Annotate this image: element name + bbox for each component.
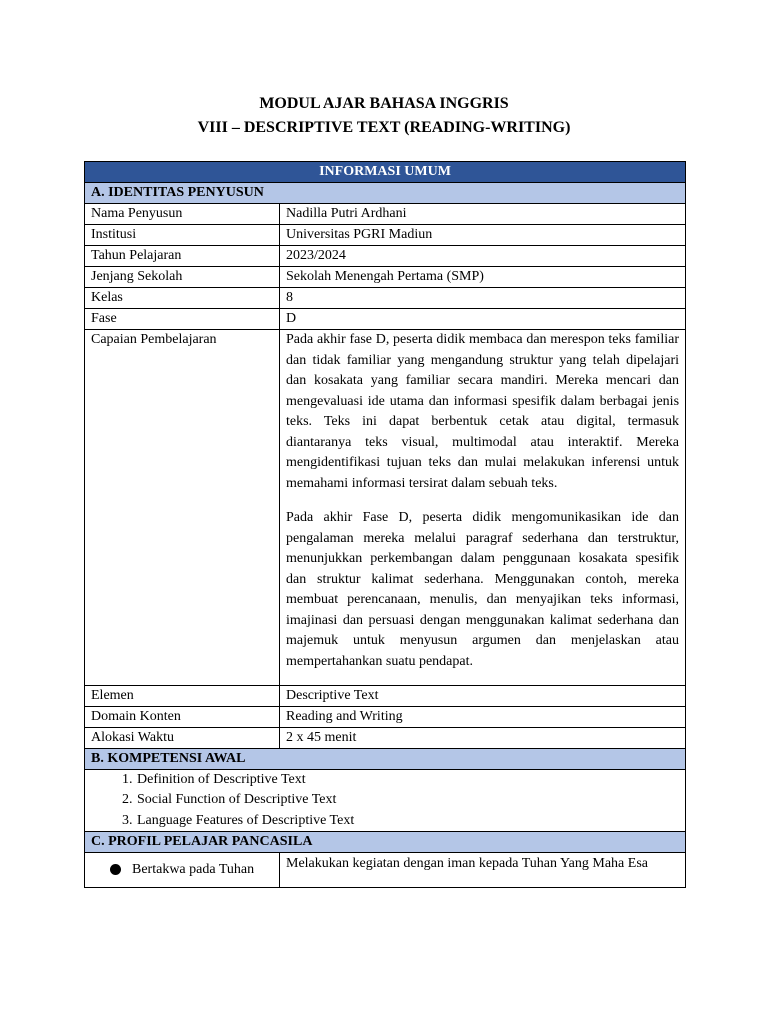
kompetensi-row (85, 770, 686, 832)
document-title: MODUL AJAR BAHASA INGGRIS (259, 95, 509, 112)
profil-label: Bertakwa pada Tuhan (132, 862, 255, 878)
document-subtitle: VIII – DESCRIPTIVE TEXT (READING-WRITING) (197, 119, 571, 136)
table-header-row (85, 162, 686, 183)
table-row (85, 288, 686, 309)
table-row (85, 309, 686, 330)
capaian-content (280, 330, 686, 686)
capaian-label: Capaian Pembelajaran (85, 330, 280, 686)
info-table (84, 161, 686, 888)
list-item: 3. Language Features of Descriptive Text (136, 811, 685, 831)
list-item: 1. Definition of Descriptive Text (136, 770, 685, 790)
row-value: Descriptive Text (280, 686, 686, 707)
capaian-paragraph-2: Pada akhir Fase D, peserta didik mengomunikasikan ide dan pengalaman mereka melalui paragraf sederhana dan terstruktur, menunjukkan perkembangan dalam penggunaan kosakata spesifik dan struktur kalimat sederhana. Menggunakan contoh, mereka membuat perencanaan, menulis, dan menyajikan teks informasi, imajinasi dan persuasi dengan menggunakan kalimat sederhana dan majemuk untuk menyusun argumen dan menjelaskan atau mempertahankan suatu pendapat. (286, 510, 680, 669)
row-label: Institusi (85, 225, 280, 246)
section-header-row (85, 749, 686, 770)
section-c-heading: C. PROFIL PELAJAR PANCASILA (85, 831, 686, 852)
row-value: D (280, 309, 686, 330)
row-value: 8 (280, 288, 686, 309)
profil-value: Melakukan kegiatan dengan iman kepada Tuhan Yang Maha Esa (280, 852, 686, 887)
row-value: 2 x 45 menit (280, 728, 686, 749)
kompetensi-cell (85, 770, 686, 832)
table-row (85, 686, 686, 707)
row-value: 2023/2024 (280, 246, 686, 267)
kompetensi-list (85, 770, 685, 831)
row-value: Nadilla Putri Ardhani (280, 204, 686, 225)
section-header-row (85, 831, 686, 852)
capaian-row (85, 330, 686, 686)
section-b-heading: B. KOMPETENSI AWAL (85, 749, 686, 770)
table-row (85, 204, 686, 225)
row-label: Alokasi Waktu (85, 728, 280, 749)
bullet-icon (110, 864, 121, 875)
section-header-row (85, 183, 686, 204)
row-label: Nama Penyusun (85, 204, 280, 225)
list-item: 2. Social Function of Descriptive Text (136, 790, 685, 810)
table-row (85, 267, 686, 288)
profil-row (85, 852, 686, 887)
table-header: INFORMASI UMUM (85, 162, 686, 183)
section-a-heading: A. IDENTITAS PENYUSUN (85, 183, 686, 204)
capaian-paragraph-1: Pada akhir fase D, peserta didik membaca dan merespon teks familiar dan tidak familiar yang mengandung struktur yang telah dipelajari dan kosakata yang familiar secara mandiri. Mereka mencari dan mengevaluasi ide utama dan informasi spesifik dalam berbagai jenis teks. Teks ini dapat berbentuk cetak atau digital, termasuk diantaranya teks visual, multimodal atau interaktif. Mereka mengidentifikasi tujuan teks dan mulai melakukan inferensi untuk memahami informasi tersirat dalam sebuah teks. (286, 332, 680, 491)
row-value: Sekolah Menengah Pertama (SMP) (280, 267, 686, 288)
row-label: Tahun Pelajaran (85, 246, 280, 267)
row-label: Kelas (85, 288, 280, 309)
profil-label-cell (85, 852, 280, 887)
row-label: Jenjang Sekolah (85, 267, 280, 288)
table-row (85, 707, 686, 728)
row-label: Domain Konten (85, 707, 280, 728)
row-label: Elemen (85, 686, 280, 707)
row-value: Universitas PGRI Madiun (280, 225, 686, 246)
table-row (85, 728, 686, 749)
row-label: Fase (85, 309, 280, 330)
row-value: Reading and Writing (280, 707, 686, 728)
table-row (85, 246, 686, 267)
table-row (85, 225, 686, 246)
